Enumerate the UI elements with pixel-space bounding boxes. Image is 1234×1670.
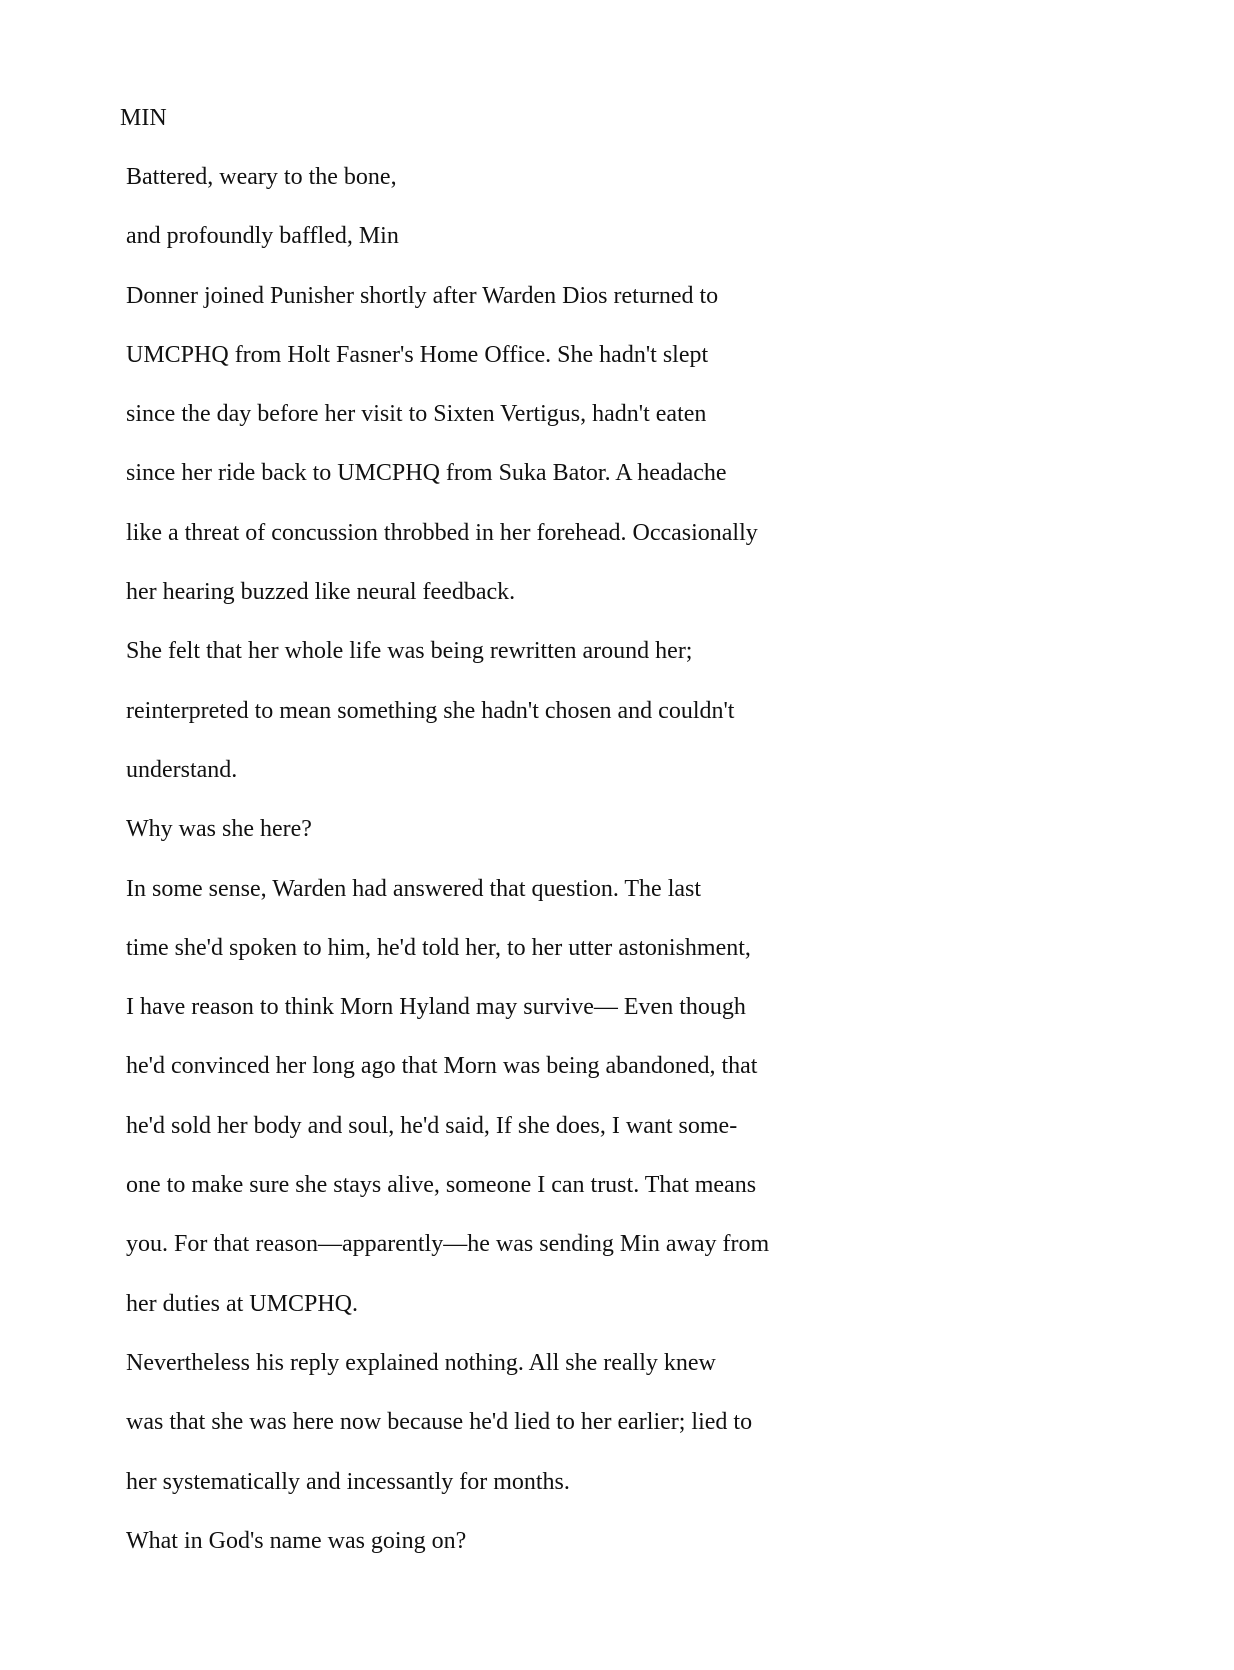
text-line: you. For that reason—apparently—he was sending Min away from <box>126 1231 770 1258</box>
text-line: Nevertheless his reply explained nothing. All she really knew <box>126 1349 716 1376</box>
text-line: since the day before her visit to Sixten Vertigus, hadn't eaten <box>126 401 707 428</box>
text-line: What in God's name was going on? <box>126 1527 467 1554</box>
text-line: UMCPHQ from Holt Fasner's Home Office. She hadn't slept <box>126 341 709 368</box>
text-line: She felt that her whole life was being rewritten around her; <box>126 638 693 665</box>
text-line: her duties at UMCPHQ. <box>126 1290 358 1317</box>
text-line: since her ride back to UMCPHQ from Suka Bator. A headache <box>126 460 727 487</box>
text-line: time she'd spoken to him, he'd told her, to her utter astonishment, <box>126 934 751 961</box>
text-line: Donner joined Punisher shortly after Warden Dios returned to <box>126 282 719 309</box>
text-line: Battered, weary to the bone, <box>126 164 397 190</box>
text-line: In some sense, Warden had answered that question. The last <box>126 875 702 902</box>
text-line: one to make sure she stays alive, someone I can trust. That means <box>126 1172 757 1199</box>
text-line: he'd convinced her long ago that Morn was being abandoned, that <box>126 1053 758 1080</box>
text-line: understand. <box>126 756 238 783</box>
chapter-heading: MIN <box>120 105 167 131</box>
text-line: and profoundly baffled, Min <box>126 223 399 250</box>
text-line: her systematically and incessantly for months. <box>126 1468 570 1495</box>
text-line: Why was she here? <box>126 816 312 843</box>
text-line: I have reason to think Morn Hyland may survive— Even though <box>126 994 746 1021</box>
text-line: her hearing buzzed like neural feedback. <box>126 579 516 606</box>
body-text <box>126 161 769 1584</box>
text-line: was that she was here now because he'd lied to her earlier; lied to <box>126 1409 753 1436</box>
text-line: like a threat of concussion throbbed in her forehead. Occasionally <box>126 519 758 546</box>
text-line: he'd sold her body and soul, he'd said, If she does, I want some- <box>126 1112 738 1139</box>
text-line: reinterpreted to mean something she hadn't chosen and couldn't <box>126 697 735 724</box>
